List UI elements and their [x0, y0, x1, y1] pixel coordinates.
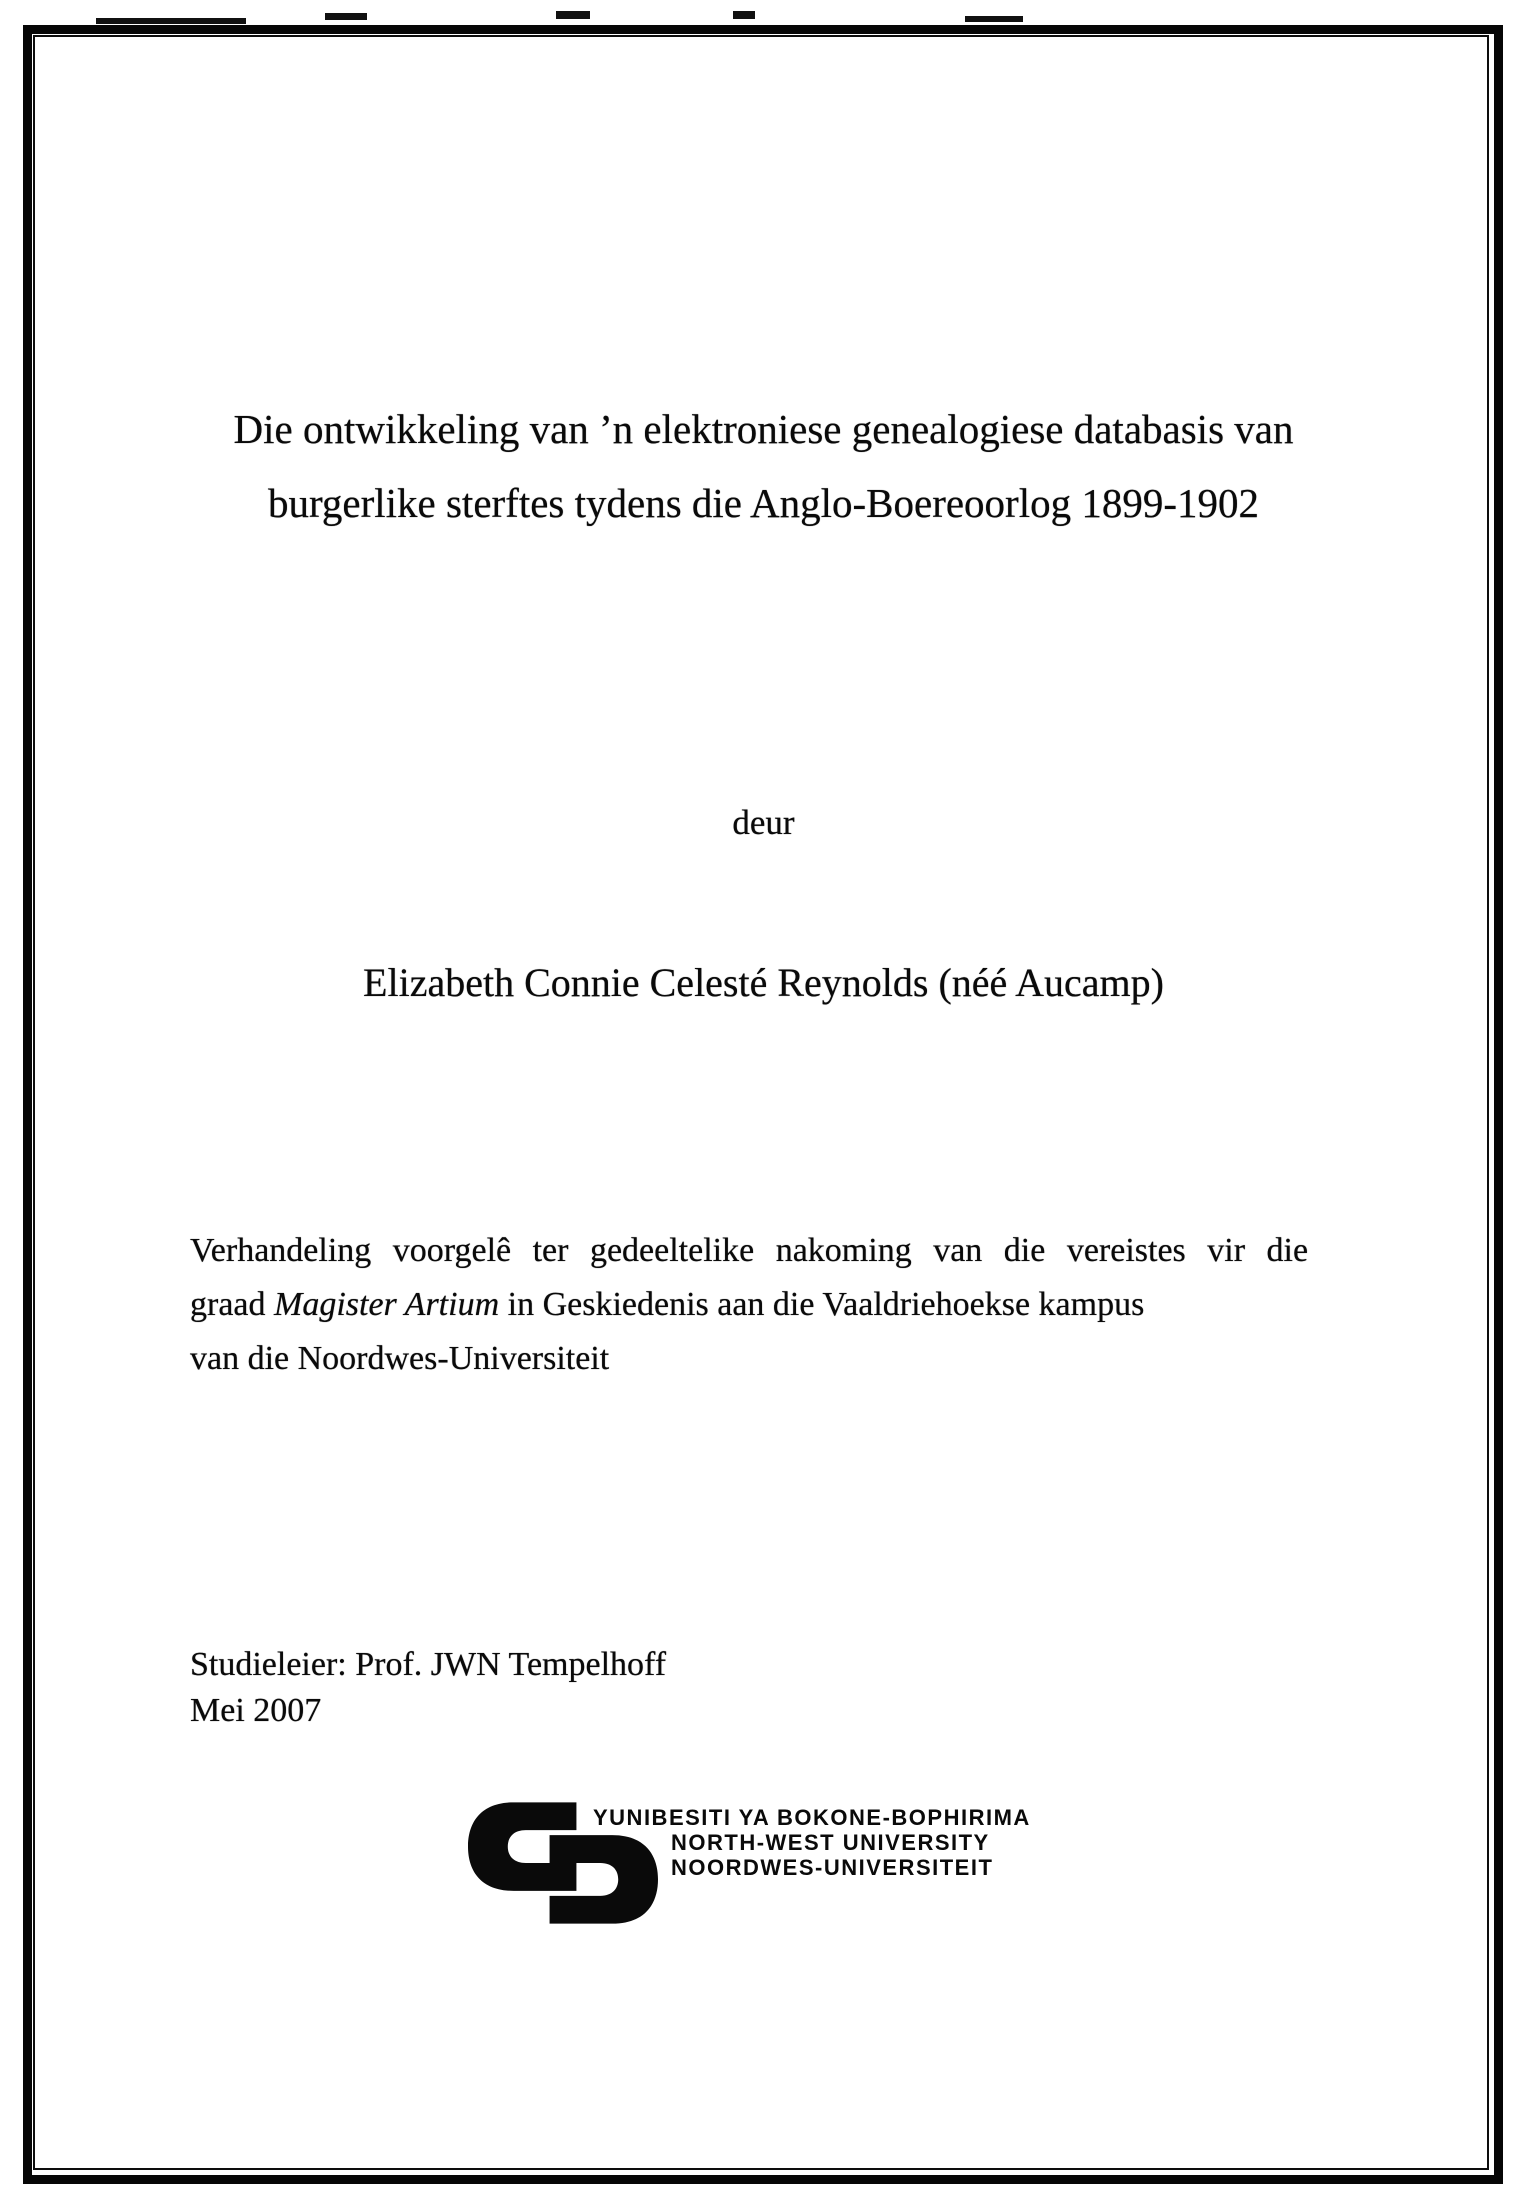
- thesis-title: [190, 392, 1337, 540]
- nwu-logo-text-setswana: YUNIBESITI YA BOKONE-BOPHIRIMA: [593, 1805, 1031, 1830]
- nwu-logo-text-english: NORTH-WEST UNIVERSITY: [671, 1830, 990, 1855]
- thesis-title-line1: Die ontwikkeling van ’n elektroniese genealogiese databasis van: [233, 406, 1294, 452]
- nwu-logo-text: [593, 1805, 1031, 1880]
- scan-artifact-dash: [733, 11, 755, 19]
- degree-statement: [190, 1224, 1337, 1386]
- scan-artifact-dash: [325, 13, 367, 20]
- supervisor-block: [190, 1642, 1337, 1734]
- thesis-title-line2: burgerlike sterftes tydens die Anglo-Boereoorlog 1899-1902: [267, 480, 1259, 526]
- scan-artifact-dash: [96, 18, 246, 24]
- author-name: Elizabeth Connie Celesté Reynolds (néé Aucamp): [363, 960, 1164, 1005]
- nwu-logo: [468, 1802, 1108, 1927]
- degree-name-italic: Magister Artium: [274, 1286, 500, 1323]
- supervisor-line: Studieleier: Prof. JWN Tempelhoff: [190, 1646, 667, 1683]
- degree-statement-line1: Verhandeling voorgelê ter gedeeltelike nakoming van die vereistes vir die: [190, 1232, 1309, 1269]
- scan-artifact-dash: [556, 11, 590, 19]
- date-line: Mei 2007: [190, 1692, 322, 1729]
- nwu-logo-text-afrikaans: NOORDWES-UNIVERSITEIT: [671, 1855, 994, 1880]
- degree-statement-line3: van die Noordwes-Universiteit: [190, 1340, 610, 1377]
- scan-artifact-dash: [965, 16, 1023, 22]
- byline-deur: deur: [732, 803, 795, 842]
- degree-statement-line2: graad Magister Artium in Geskiedenis aan die Vaaldriehoekse kampus: [190, 1286, 1145, 1323]
